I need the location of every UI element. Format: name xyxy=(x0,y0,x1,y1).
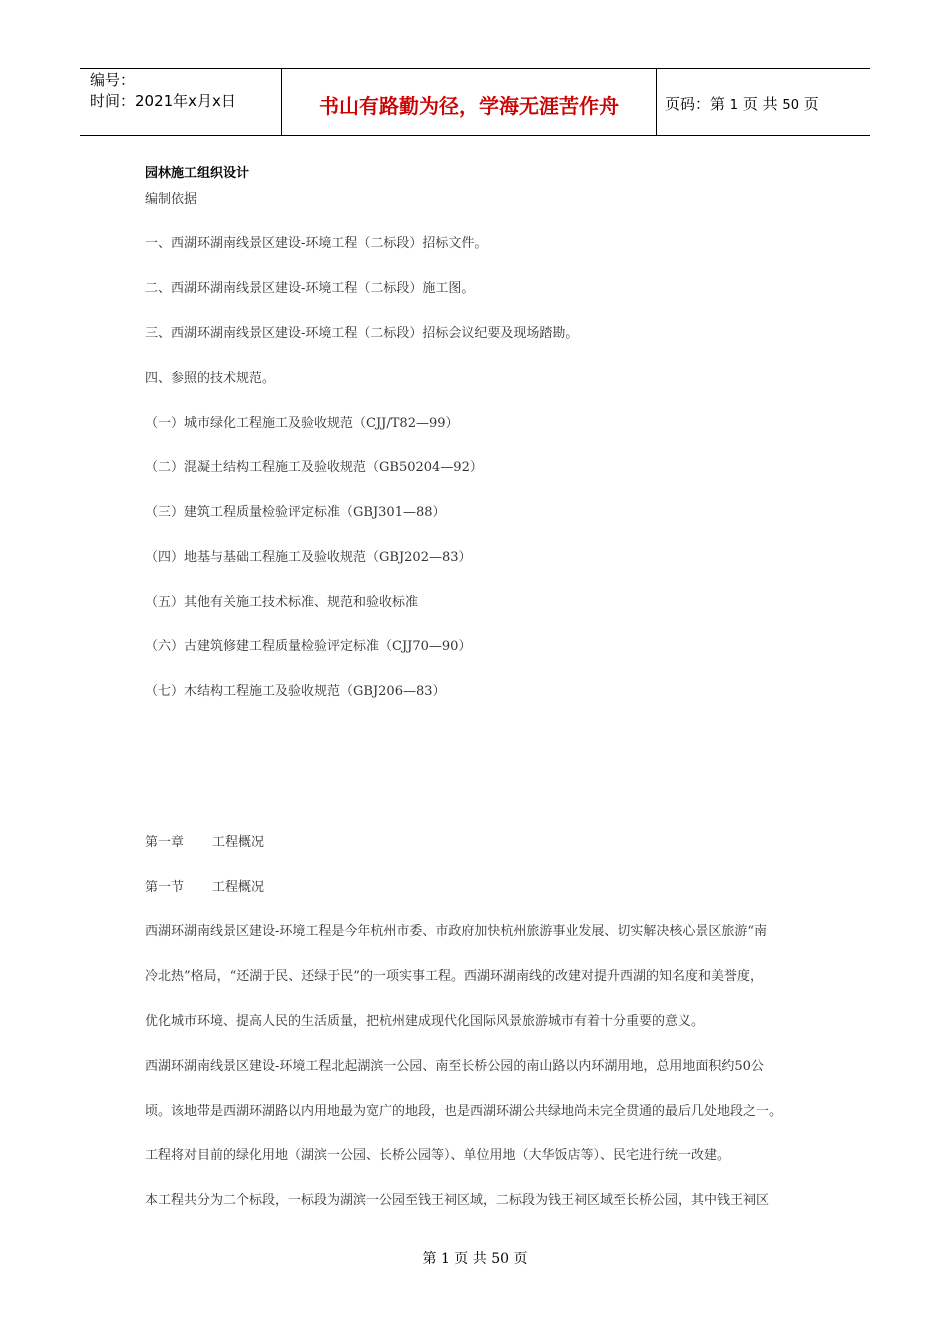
page-suffix: 页 xyxy=(803,95,819,113)
body-line: 冷北热”格局，“还湖于民、还绿于民”的一项实事工程。西湖环湖南线的改建对提升西湖的知名度和美誉度， xyxy=(145,969,763,984)
section-heading xyxy=(145,876,264,895)
body-line: 西湖环湖南线景区建设-环境工程北起湖滨一公园、南至长桥公园的南山路以内环湖用地，总用地面积约50公 xyxy=(145,1059,764,1074)
body-line: 优化城市环境、提高人民的生活质量，把杭州建成现代化国际风景旅游城市有着十分重要的意义。 xyxy=(145,1014,705,1029)
basis-item: 三、西湖环湖南线景区建设-环境工程（二标段）招标会议纪要及现场踏勘。 xyxy=(145,326,579,341)
chapter-heading xyxy=(145,831,264,850)
page-footer: 第 1 页 共 50 页 xyxy=(422,1251,528,1267)
number-label: 编号： xyxy=(90,71,136,89)
document-title: 园林施工组织设计 xyxy=(145,166,250,181)
header-page-info xyxy=(665,93,819,114)
standard-item: （四）地基与基础工程施工及验收规范（GBJ202—83） xyxy=(145,550,472,565)
page-number: 1 xyxy=(729,98,739,113)
page-prefix: 页码：第 xyxy=(665,95,726,113)
header-divider-right xyxy=(656,68,657,136)
page-mid: 页 共 xyxy=(742,95,778,113)
standard-item: （三）建筑工程质量检验评定标准（GBJ301—88） xyxy=(145,505,446,520)
page-total: 50 xyxy=(782,98,799,113)
standard-item: （七）木结构工程施工及验收规范（GBJ206—83） xyxy=(145,684,446,699)
standard-item: （二）混凝土结构工程施工及验收规范（GB50204—92） xyxy=(145,460,483,475)
standard-item: （六）古建筑修建工程质量检验评定标准（CJJ70—90） xyxy=(145,639,472,654)
time-label: 时间：2021年x月x日 xyxy=(90,92,236,110)
body-line: 本工程共分为二个标段，一标段为湖滨一公园至钱王祠区域，二标段为钱王祠区域至长桥公园，其中钱王祠区 xyxy=(145,1193,770,1208)
body-line: 工程将对目前的绿化用地（湖滨一公园、长桥公园等）、单位用地（大华饭店等）、民宅进行统一改建。 xyxy=(145,1148,731,1163)
basis-item: 二、西湖环湖南线景区建设-环境工程（二标段）施工图。 xyxy=(145,281,475,296)
header-top-rule xyxy=(80,68,870,69)
basis-heading: 编制依据 xyxy=(145,192,198,207)
standard-item: （五）其他有关施工技术标准、规范和验收标准 xyxy=(145,595,419,610)
section-number: 第一节 xyxy=(145,880,185,895)
body-line: 西湖环湖南线景区建设-环境工程是今年杭州市委、市政府加快杭州旅游事业发展、切实解决核心景区旅游“南 xyxy=(145,924,768,939)
chapter-number: 第一章 xyxy=(145,835,185,850)
basis-item: 四、参照的技术规范。 xyxy=(145,371,276,386)
header-motto: 书山有路勤为径，学海无涯苦作舟 xyxy=(319,94,619,118)
header-info xyxy=(90,70,236,112)
header-bottom-rule xyxy=(80,135,870,136)
chapter-title: 工程概况 xyxy=(212,835,265,850)
basis-item: 一、西湖环湖南线景区建设-环境工程（二标段）招标文件。 xyxy=(145,236,488,251)
section-title: 工程概况 xyxy=(212,880,265,895)
body-line: 顷。该地带是西湖环湖路以内用地最为宽广的地段，也是西湖环湖公共绿地尚未完全贯通的最后几处地段之一。 xyxy=(145,1104,783,1119)
standard-item: （一）城市绿化工程施工及验收规范（CJJ/T82—99） xyxy=(145,416,459,431)
